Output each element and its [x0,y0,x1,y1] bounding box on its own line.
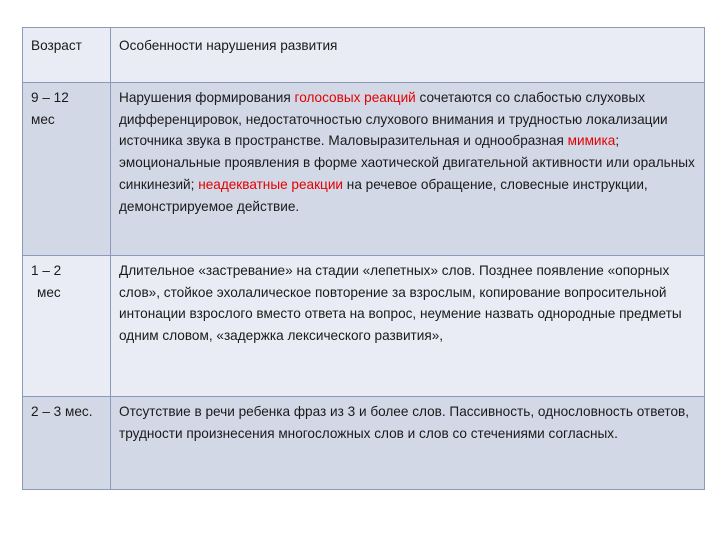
features-text: Нарушения формирования [119,90,295,105]
header-age-cell [23,28,111,83]
development-table-container [22,27,704,490]
highlight-vocal-reactions: голосовых реакций [294,90,416,105]
header-features-label: Особенности нарушения развития [119,38,338,53]
age-value: 1 – 2 [31,263,62,278]
highlight-inadequate-reactions: неадекватные реакции [198,176,344,192]
features-cell [111,397,705,490]
age-cell [23,397,111,490]
age-value: 9 – 12 [31,90,69,105]
table-header-row [23,28,705,83]
table-row [23,256,705,397]
table-row [23,397,705,490]
age-unit: мес [31,111,55,127]
features-text: ; эмоциональные проявления в форме хаотической двигательной активности или оральных синкинезий; [119,133,695,192]
age-unit: мес [37,284,61,300]
features-text: Длительное «застревание» на стадии «лепетных» слов. Позднее появление «опорных слов», стойкое эхолалическое повторение за взрослым, копирование вопросительной интонации взрослого вместо ответа на вопрос, неумение назвать однородные предметы одним словом, «задержка лексического развития», [119,263,682,344]
features-text: сочетаются со слабостью слуховых дифференцировок, недостаточностью слухового внимания и трудностью локализации источника звука в пространстве. Маловыразительная и однообразная [119,90,668,149]
features-text: на речевое обращение, словесные инструкции, демонстрируемое действие. [119,176,648,214]
age-value: 2 – 3 мес. [31,404,93,419]
highlight-mimicry: мимика [567,133,616,149]
development-disorders-table [22,27,705,490]
header-age-label: Возраст [31,38,82,53]
features-text: Отсутствие в речи ребенка фраз из 3 и более слов. Пассивность, однословность ответов, трудности произнесения многосложных слов и слов со стечениями согласных. [119,404,690,441]
age-cell [23,83,111,256]
table-row [23,83,705,256]
features-cell [111,256,705,397]
age-cell [23,256,111,397]
header-features-cell [111,28,705,83]
features-cell [111,83,705,256]
